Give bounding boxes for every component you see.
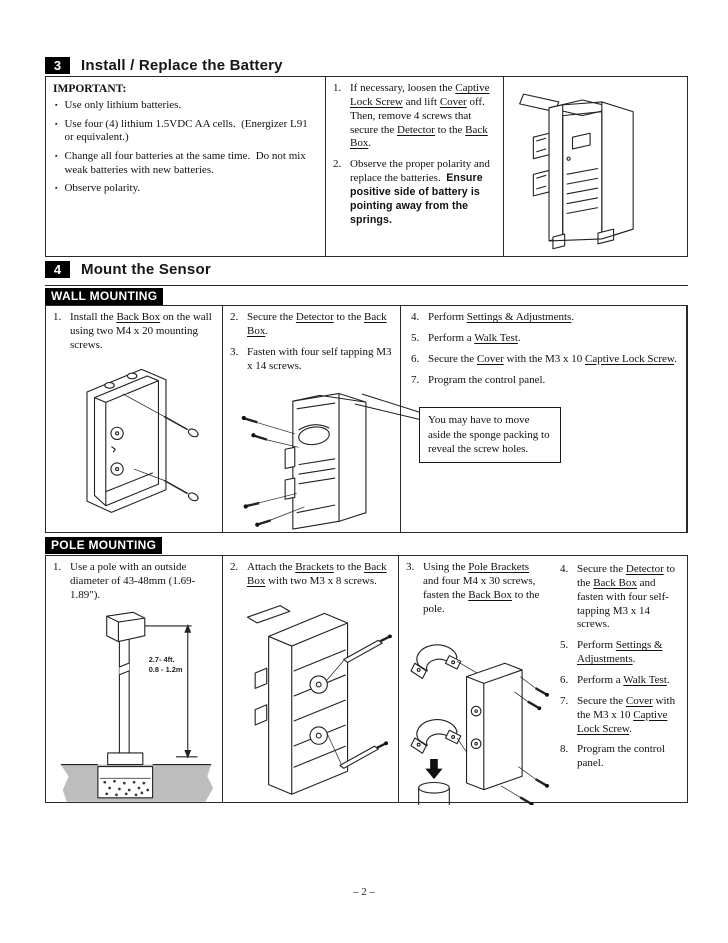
step-text: Secure the Detector to the Back Box.	[247, 311, 387, 337]
step-item	[411, 374, 679, 388]
step-text: Perform a Walk Test.	[577, 674, 670, 687]
step-text: Secure the Cover with the M3 x 10 Captive Lock Screw.	[577, 694, 676, 735]
step-text: Perform Settings & Adjustments.	[428, 311, 575, 323]
dimension-meters-label: 0.8 - 1.2m	[148, 664, 183, 674]
section4-header	[45, 261, 211, 278]
pole-mounting-table	[45, 555, 688, 803]
step-item	[230, 561, 391, 589]
battery-illustration-cell	[504, 77, 687, 256]
section3-title: Install / Replace the Battery	[81, 57, 283, 74]
step-number: 2.	[230, 561, 239, 573]
important-bullet	[55, 150, 318, 177]
section4-title: Mount the Sensor	[81, 261, 211, 278]
bullet-icon: ▪	[55, 119, 58, 128]
sponge-packing-callout: You may have to move aside the sponge packing to reveal the screw holes.	[419, 407, 561, 463]
step-number: 2.	[333, 158, 342, 171]
pole-bracket-mounting-illustration	[406, 623, 552, 805]
step-item	[560, 639, 680, 667]
step-item	[333, 82, 496, 151]
step-text: Secure the Cover with the M3 x 10 Captive Lock Screw.	[428, 352, 677, 365]
step-text: Secure the Detector to the Back Box and fasten with four self-tapping M3 x 14 screws.	[577, 563, 676, 631]
back-box-wall-illustration	[55, 360, 213, 518]
step-number: 7.	[411, 373, 420, 386]
detector-open-illustration	[504, 79, 687, 256]
bullet-icon: ▪	[55, 101, 58, 109]
step-item	[560, 563, 680, 632]
step-number: 8.	[560, 743, 569, 756]
step-number: 7.	[560, 694, 569, 707]
section3-number-badge: 3	[45, 57, 70, 74]
step-text: Program the control panel.	[428, 373, 546, 386]
step-item	[53, 561, 215, 603]
wall-mounting-label: WALL MOUNTING	[45, 288, 163, 305]
important-notes-cell	[46, 77, 326, 256]
section4-number-badge: 4	[45, 261, 70, 278]
important-bullet	[55, 182, 318, 196]
step-number: 3.	[230, 345, 239, 358]
pole-step2-cell	[223, 556, 399, 802]
bullet-text: Use only lithium batteries.	[64, 99, 182, 111]
step-item	[560, 674, 680, 688]
step-text: Perform a Walk Test.	[428, 331, 521, 344]
pole-step3-subcell	[399, 556, 553, 802]
pole-height-illustration	[53, 610, 219, 804]
step-item	[53, 311, 215, 353]
step-number: 5.	[411, 331, 420, 344]
step-text: If necessary, loosen the Captive Lock Screw and lift Cover off. Then, remove 4 screws that secure the Detector to the Back Box.	[350, 82, 490, 150]
wall-step1-cell	[46, 306, 223, 532]
step-item	[560, 743, 680, 771]
step-text: Perform Settings & Adjustments.	[577, 639, 663, 666]
step-text: Install the Back Box on the wall using two M4 x 20 mounting screws.	[70, 311, 212, 351]
step-item	[560, 695, 680, 737]
step-text: Attach the Brackets to the Back Box with two M3 x 8 screws.	[247, 561, 387, 587]
bracket-attachment-illustration	[230, 596, 392, 802]
step-number: 6.	[560, 674, 569, 687]
bullet-icon: ▪	[55, 151, 58, 160]
section3-header	[45, 57, 283, 74]
bullet-text: Observe polarity.	[64, 182, 141, 195]
step-item	[406, 561, 546, 616]
step-number: 1.	[53, 561, 62, 573]
dimension-feet-label: 2.7- 4ft.	[148, 654, 175, 664]
step-item	[411, 353, 679, 367]
bullet-text: Change all four batteries at the same time. Do not mix weak batteries with new batteries.	[64, 149, 306, 176]
step-number: 6.	[411, 352, 420, 365]
important-bullet	[55, 99, 318, 113]
battery-steps-cell	[326, 77, 504, 256]
step-number: 2.	[230, 311, 239, 323]
step-text: Fasten with four self tapping M3 x 14 screws.	[247, 345, 392, 372]
step-text: Using the Pole Brackets and four M4 x 30 screws, fasten the Back Box to the pole.	[423, 561, 540, 615]
step-item	[230, 346, 393, 374]
step-text: Observe the proper polarity and replace the batteries. Ensure positive side of battery is pointing away from the springs.	[350, 158, 490, 226]
pole-steps3-8-cell	[399, 556, 687, 802]
bullet-text: Use four (4) lithium 1.5VDC AA cells. (Energizer L91 or equivalent.)	[64, 117, 308, 144]
step-item	[411, 332, 679, 346]
step-number: 1.	[53, 311, 62, 323]
step-text: Use a pole with an outside diameter of 43-48mm (1.69-1.89").	[70, 561, 196, 601]
pole-mounting-label: POLE MOUNTING	[45, 537, 162, 554]
step-number: 5.	[560, 639, 569, 652]
important-heading: IMPORTANT:	[53, 83, 127, 95]
pole-step1-cell	[46, 556, 223, 802]
important-bullet	[55, 118, 318, 145]
step-number: 4.	[411, 311, 420, 323]
pole-steps4-8-subcell	[553, 556, 687, 802]
step-item	[230, 311, 393, 339]
section4-divider	[45, 285, 688, 286]
bullet-icon: ▪	[55, 184, 58, 193]
wall-mounting-table	[45, 305, 688, 533]
step-number: 3.	[406, 561, 415, 573]
section3-table	[45, 76, 688, 257]
step-item	[333, 158, 496, 227]
page-number: – 2 –	[353, 886, 375, 898]
step-text: Program the control panel.	[577, 743, 665, 770]
step-number: 4.	[560, 563, 569, 575]
detector-mounting-illustration	[230, 380, 398, 530]
step-number: 1.	[333, 82, 342, 94]
step-item	[411, 311, 679, 325]
wall-step23-cell	[223, 306, 401, 532]
